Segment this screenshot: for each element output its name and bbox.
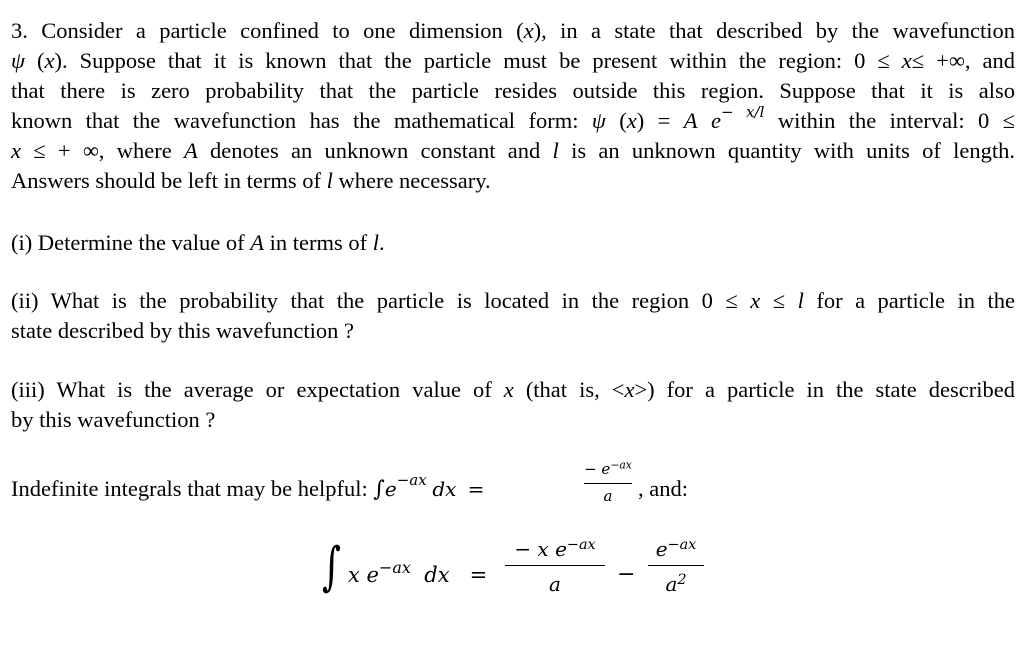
- part-i-line: (i) Determine the value of A in terms of l.: [11, 230, 385, 255]
- part-iii: [11, 375, 1015, 435]
- integral-2-fraction-2-numerator: $e^{-ax}$: [655, 536, 697, 561]
- problem-line-2: ψ (x). Suppose that it is known that the particle must be present within the region: 0 ≤ x≤ +∞, and: [11, 48, 1016, 73]
- problem-line-5: x ≤ + ∞, where A denotes an unknown constant and l is an unknown quantity with units of length.: [11, 138, 1016, 163]
- integral-2-integrand: x $e^{-ax}$ dx =: [348, 558, 488, 587]
- integral-1-fraction: [584, 458, 632, 505]
- part-ii-line-2: state described by this wavefunction ?: [11, 318, 355, 343]
- integral-2-fraction-1-bar: [505, 565, 605, 566]
- problem-line-1: 3. Consider a particle confined to one dimension (x), in a state that described by the wavefunction: [11, 18, 1015, 43]
- integral-2-fraction-2-bar: [648, 565, 704, 566]
- part-i: [11, 228, 1015, 258]
- integral-1-denominator: a: [603, 487, 613, 505]
- integral-2-fraction-1-numerator: − x $e^{-ax}$: [514, 536, 596, 561]
- integral-1-numerator: − $e^{-ax}$: [584, 458, 632, 478]
- integral-1-fraction-bar: [584, 483, 632, 484]
- part-iii-line-2: by this wavefunction ?: [11, 407, 216, 432]
- problem-line-4: known that the wavefunction has the mathematical form: ψ (x) = A $e^{- x/l}$ within the interval: 0 ≤: [11, 103, 1016, 133]
- part-ii: [11, 286, 1015, 346]
- integrals-intro-line: Indefinite integrals that may be helpful: $\int e^{-ax}$ dx =: [11, 471, 485, 502]
- integral-sign-1: ∫: [373, 477, 385, 502]
- part-iii-line-1: (iii) What is the average or expectation value of x (that is, <x>) for a particle in the state described: [11, 377, 1016, 402]
- integral-2-fraction-1: [505, 537, 605, 596]
- and-text: , and:: [638, 476, 688, 501]
- part-ii-line-1: (ii) What is the probability that the particle is located in the region 0 ≤ x ≤ l for a particle in the: [11, 288, 1015, 313]
- problem-line-3: that there is zero probability that the particle resides outside this region. Suppose that it is also: [11, 78, 1015, 103]
- problem-line-6: Answers should be left in terms of l where necessary.: [11, 168, 491, 193]
- integral-2-fraction-2: [648, 537, 704, 596]
- integral-sign-2: ∫: [322, 537, 341, 597]
- minus-sign: −: [617, 562, 636, 587]
- integral-2-fraction-1-denominator: a: [549, 572, 561, 596]
- integral-2-fraction-2-denominator: $a^2$: [665, 571, 687, 596]
- problem-statement: [11, 16, 1015, 196]
